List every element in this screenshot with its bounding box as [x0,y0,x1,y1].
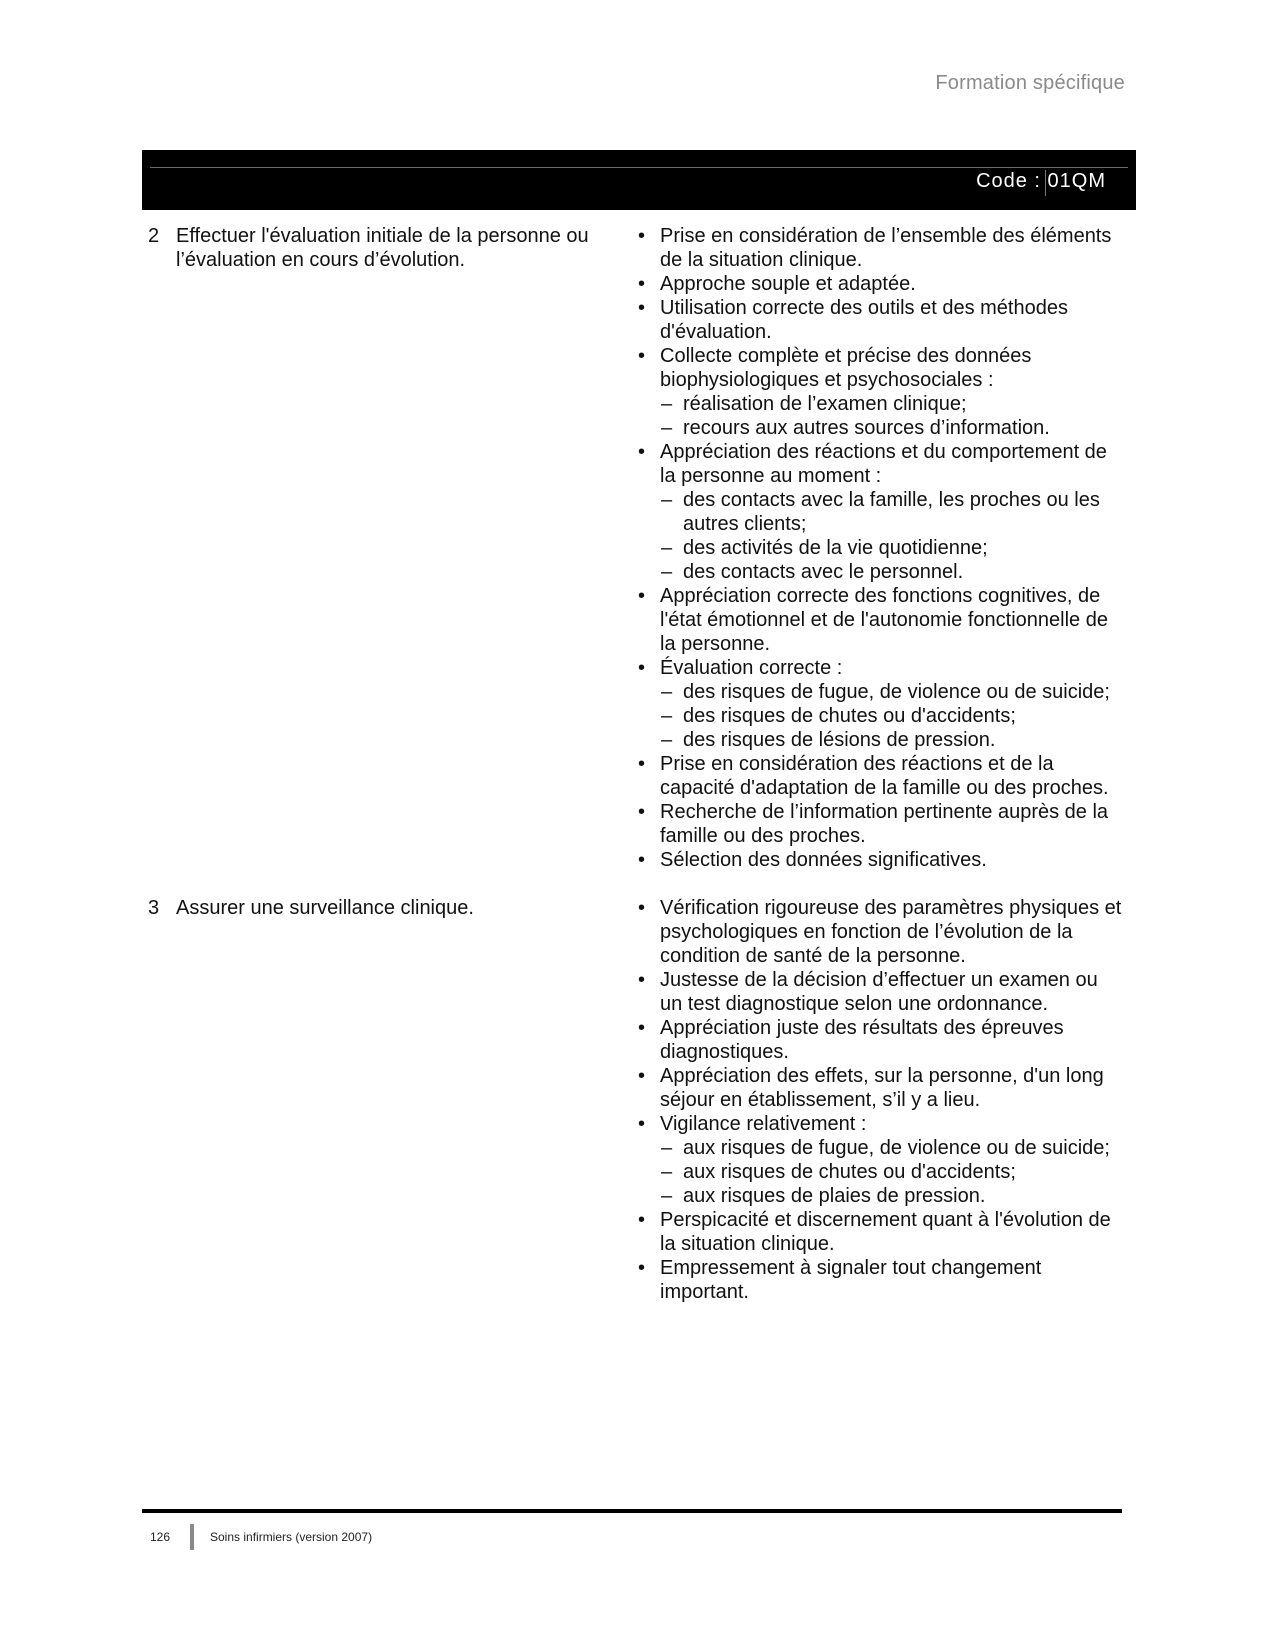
criterion-item [636,968,1122,1016]
footer-rule [142,1509,1122,1513]
code-bar [142,150,1136,210]
criterion-text: Appréciation des réactions et du comportement de la personne au moment : [660,441,1107,487]
page-number: 126 [150,1530,171,1544]
page-footer [150,1524,372,1550]
sub-criterion-item: – aux risques de fugue, de violence ou de suicide; [660,1136,1122,1160]
criterion-item [636,1016,1122,1064]
criterion-text: Utilisation correcte des outils et des méthodes d'évaluation. [660,297,1068,343]
criterion-item [636,896,1122,968]
sub-criterion-item: – des risques de lésions de pression. [660,728,1122,752]
criterion-item [636,272,1122,296]
criterion-text: Sélection des données significatives. [660,849,987,871]
element-cell [142,896,614,920]
criteria-list [636,896,1122,1304]
criterion-item [636,296,1122,344]
criterion-text: Prise en considération de l’ensemble des éléments de la situation clinique. [660,225,1112,271]
element-row [142,896,1136,1304]
sub-criterion-item: – des risques de fugue, de violence ou de suicide; [660,680,1122,704]
criterion-item [636,1064,1122,1112]
sub-criteria-list [660,392,1122,440]
element-number: 2 [148,225,160,247]
code-separator [1045,170,1046,196]
sub-criterion-item: – recours aux autres sources d’information. [660,416,1122,440]
sub-criterion-item: – aux risques de plaies de pression. [660,1184,1122,1208]
criterion-text: Prise en considération des réactions et de la capacité d'adaptation de la famille ou des proches. [660,753,1109,799]
criterion-item [636,1256,1122,1304]
code-value: 01QM [1047,170,1106,192]
code-label: Code : [976,170,1041,192]
sub-criterion-item: – aux risques de chutes ou d'accidents; [660,1160,1122,1184]
criterion-item [636,344,1122,440]
sub-criterion-item: – des contacts avec le personnel. [660,560,1122,584]
sub-criteria-list [660,680,1122,752]
criterion-item [636,1112,1122,1208]
competency-table [142,224,1136,1304]
sub-criterion-item: – des contacts avec la famille, les proches ou les autres clients; [660,488,1122,536]
program-title: Soins infirmiers (version 2007) [210,1530,373,1544]
criterion-text: Appréciation correcte des fonctions cognitives, de l'état émotionnel et de l'autonomie fonctionnelle de la personne. [660,585,1108,655]
criterion-item [636,656,1122,752]
element-text: Assurer une surveillance clinique. [176,897,474,919]
element-row [142,224,1136,872]
criterion-item [636,752,1122,800]
criterion-item [636,440,1122,584]
criteria-list [636,224,1122,872]
sub-criteria-list [660,1136,1122,1208]
criteria-cell [636,896,1122,1304]
criterion-text: Recherche de l’information pertinente auprès de la famille ou des proches. [660,801,1109,847]
criterion-text: Appréciation des effets, sur la personne, d'un long séjour en établissement, s’il y a lieu. [660,1065,1104,1111]
criterion-text: Empressement à signaler tout changement important. [660,1257,1042,1303]
footer-divider [190,1524,194,1550]
sub-criteria-list [660,488,1122,584]
criterion-text: Justesse de la décision d’effectuer un examen ou un test diagnostique selon une ordonnance. [660,969,1098,1015]
sub-criterion-item: – réalisation de l’examen clinique; [660,392,1122,416]
criterion-item [636,848,1122,872]
running-header-title: Formation spécifique [935,72,1125,94]
criterion-text: Approche souple et adaptée. [660,273,916,295]
criterion-item [636,224,1122,272]
sub-criterion-item: – des risques de chutes ou d'accidents; [660,704,1122,728]
criterion-text: Évaluation correcte : [660,657,843,679]
element-number: 3 [148,897,160,919]
code-bar-rule [150,167,1128,168]
sub-criterion-item: – des activités de la vie quotidienne; [660,536,1122,560]
criterion-item [636,1208,1122,1256]
criteria-cell [636,224,1122,872]
criterion-text: Appréciation juste des résultats des épreuves diagnostiques. [660,1017,1064,1063]
element-cell [142,224,614,272]
criterion-item [636,800,1122,848]
element-text: Effectuer l'évaluation initiale de la personne ou l’évaluation en cours d’évolution. [176,225,589,271]
criterion-text: Perspicacité et discernement quant à l'évolution de la situation clinique. [660,1209,1111,1255]
criterion-text: Collecte complète et précise des données biophysiologiques et psychosociales : [660,345,1032,391]
criterion-text: Vérification rigoureuse des paramètres physiques et psychologiques en fonction de l’évolution de la condition de santé de la personne. [660,897,1122,967]
criterion-item [636,584,1122,656]
criterion-text: Vigilance relativement : [660,1113,867,1135]
